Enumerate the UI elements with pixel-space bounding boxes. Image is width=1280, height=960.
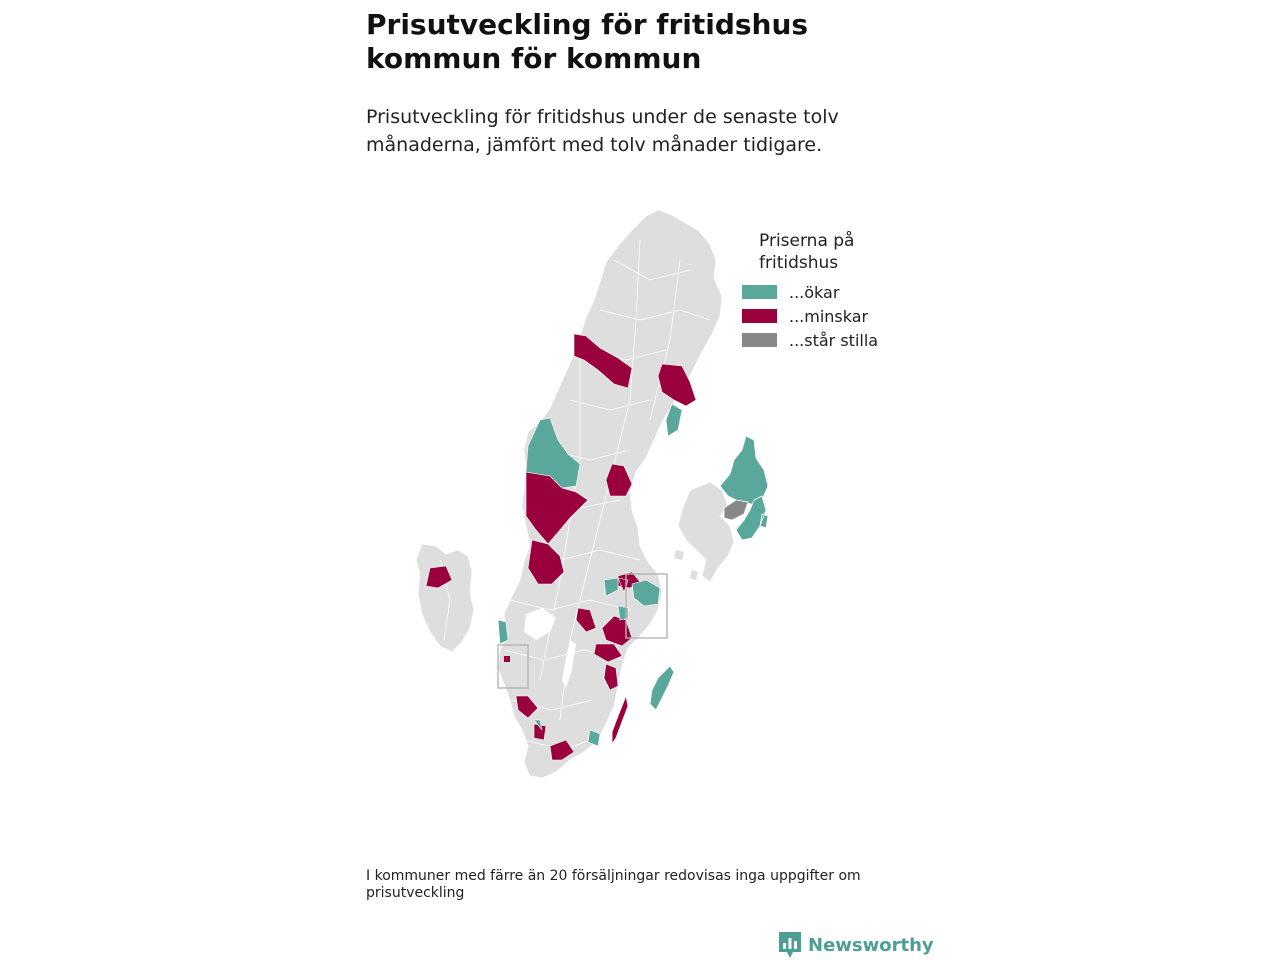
inset-stable bbox=[724, 500, 748, 520]
page-title: Prisutveckling för fritidshus kommun för kommun bbox=[366, 8, 809, 75]
stockholm-inset-map bbox=[672, 430, 792, 590]
inset-islands bbox=[674, 550, 698, 580]
legend-swatch bbox=[742, 285, 777, 299]
gothenburg-marker bbox=[504, 656, 510, 662]
brand-name: Newsworthy bbox=[808, 934, 934, 956]
subtitle: Prisutveckling för fritidshus under de senaste tolv månaderna, jämfört med tolv månader tidigare. bbox=[366, 106, 839, 156]
legend bbox=[742, 230, 922, 352]
legend-swatch bbox=[742, 333, 777, 347]
gotland bbox=[650, 666, 674, 710]
legend-item-stable bbox=[742, 328, 922, 352]
chart-bubble-icon bbox=[779, 932, 801, 958]
footnote: I kommuner med färre än 20 försäljningar redovisas inga uppgifter om prisutveckling bbox=[366, 868, 861, 901]
inset-increasing bbox=[720, 436, 768, 504]
brand-logo[interactable] bbox=[779, 932, 934, 958]
legend-item-decreasing bbox=[742, 304, 922, 328]
western-landmass bbox=[416, 544, 474, 652]
legend-swatch bbox=[742, 309, 777, 323]
inset-base bbox=[678, 482, 734, 582]
legend-label: ...ökar bbox=[789, 282, 840, 302]
legend-title: Priserna på fritidshus bbox=[759, 231, 855, 273]
legend-label: ...minskar bbox=[789, 306, 869, 326]
legend-item-increasing bbox=[742, 280, 922, 304]
legend-label: ...står stilla bbox=[789, 330, 879, 350]
